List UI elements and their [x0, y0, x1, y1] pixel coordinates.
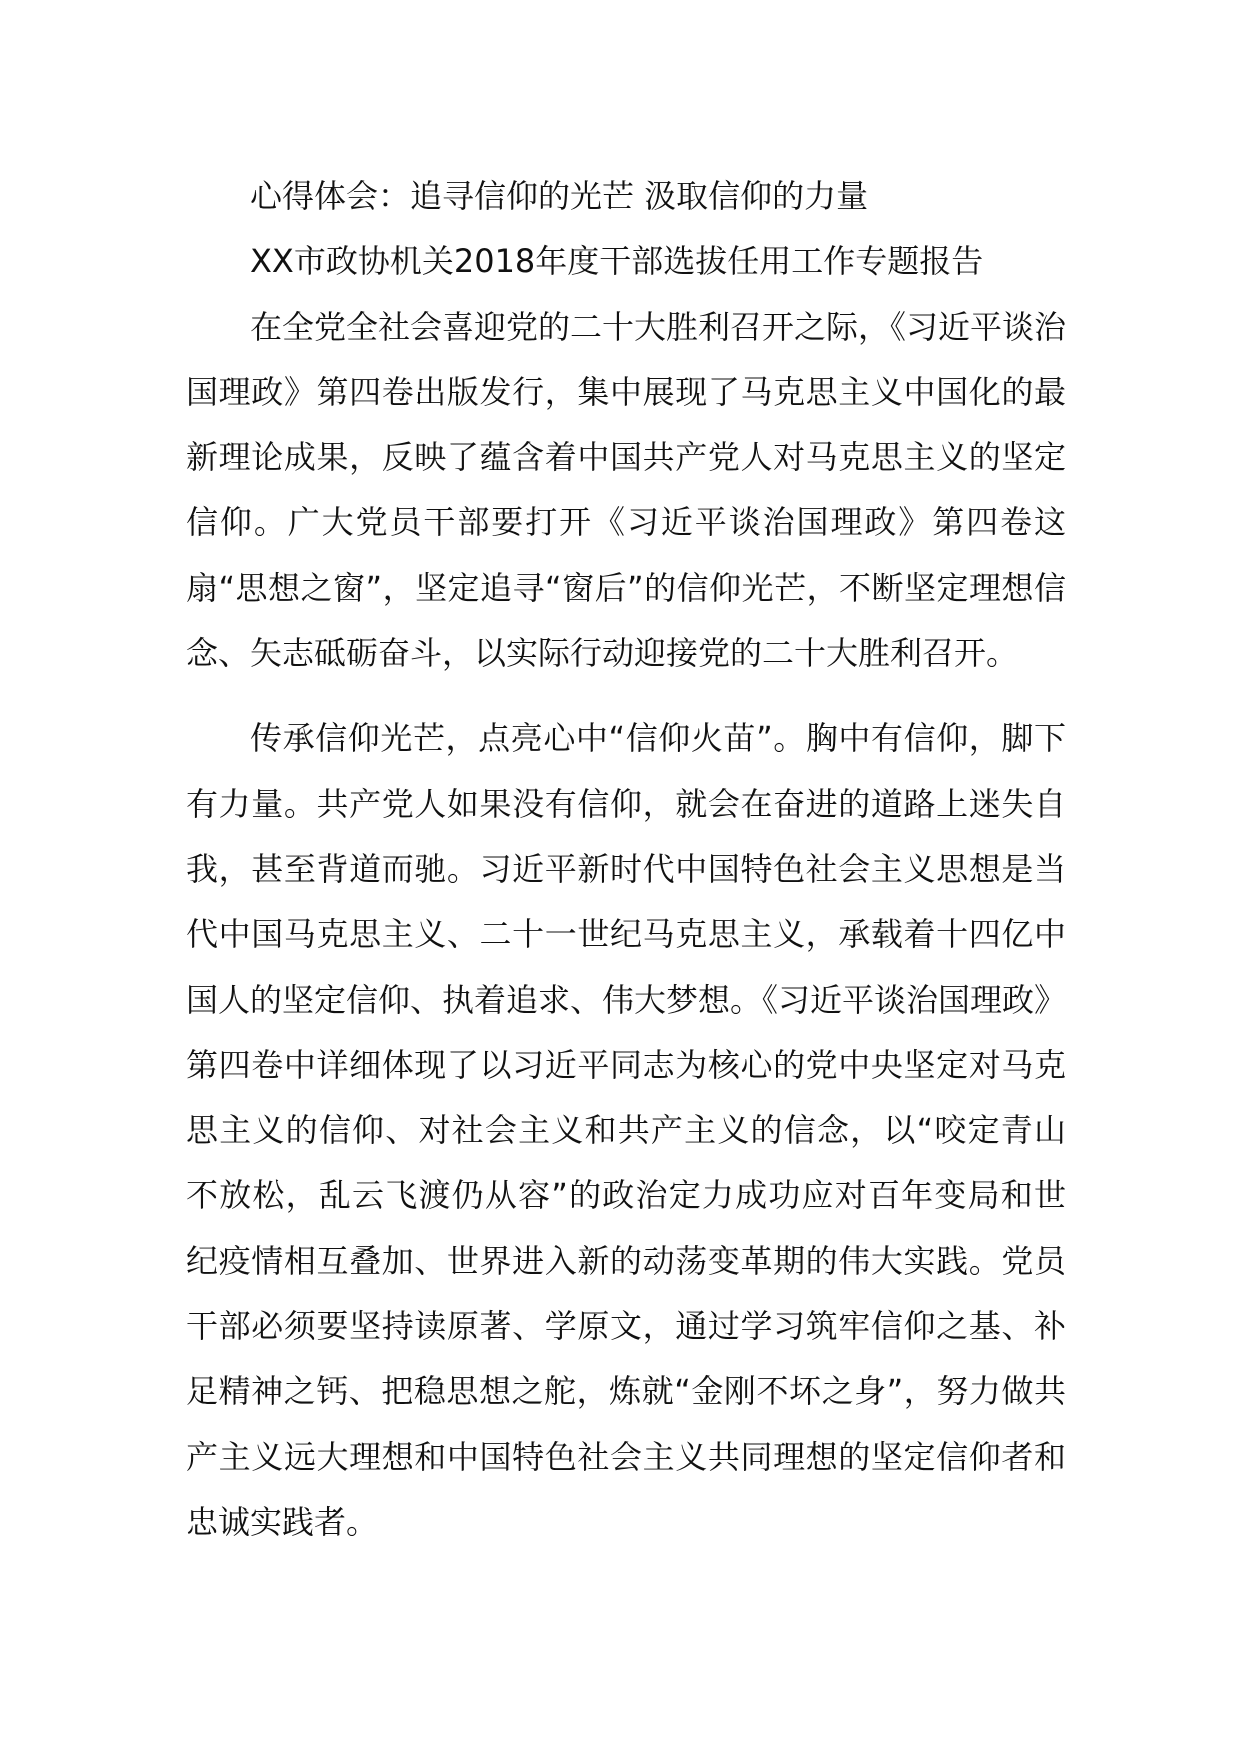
document-subtitle: XX市政协机关2018年度干部选拔任用工作专题报告: [250, 242, 984, 281]
document-title: 心得体会：追寻信仰的光芒 汲取信仰的力量: [250, 177, 869, 215]
paragraph-intro: 在全党全社会喜迎党的二十大胜利召开之际，《习近平谈治国理政》第四卷出版发行，集中展现了马克思主义中国化的最新理论成果，反映了蕴含着中国共产党人对马克思主义的坚定信仰。广大党员干部要打开《习近平谈治国理政》第四卷这扇“思想之窗”，坚定追寻“窗后”的信仰光芒，不断坚定理想信念、矢志砥砺奋斗，以实际行动迎接党的二十大胜利召开。: [186, 307, 1067, 673]
document-body: [186, 164, 1066, 1555]
paragraph-inherit-faith: 传承信仰光芒，点亮心中“信仰火苗”。胸中有信仰，脚下有力量。共产党人如果没有信仰，就会在奋进的道路上迷失自我，甚至背道而驰。习近平新时代中国特色社会主义思想是当代中国马克思主义、二十一世纪马克思主义，承载着十四亿中国人的坚定信仰、执着追求、伟大梦想。《习近平谈治国理政》第四卷中详细体现了以习近平同志为核心的党中央坚定对马克思主义的信仰、对社会主义和共产主义的信念，以“咬定青山不放松，乱云飞渡仍从容”的政治定力成功应对百年变局和世纪疫情相互叠加、世界进入新的动荡变革期的伟大实践。党员干部必须要坚持读原著、学原文，通过学习筑牢信仰之基、补足精神之钙、把稳思想之舵，炼就“金刚不坏之身”，努力做共产主义远大理想和中国特色社会主义共同理想的坚定信仰者和忠诚实践者。: [186, 719, 1067, 1541]
